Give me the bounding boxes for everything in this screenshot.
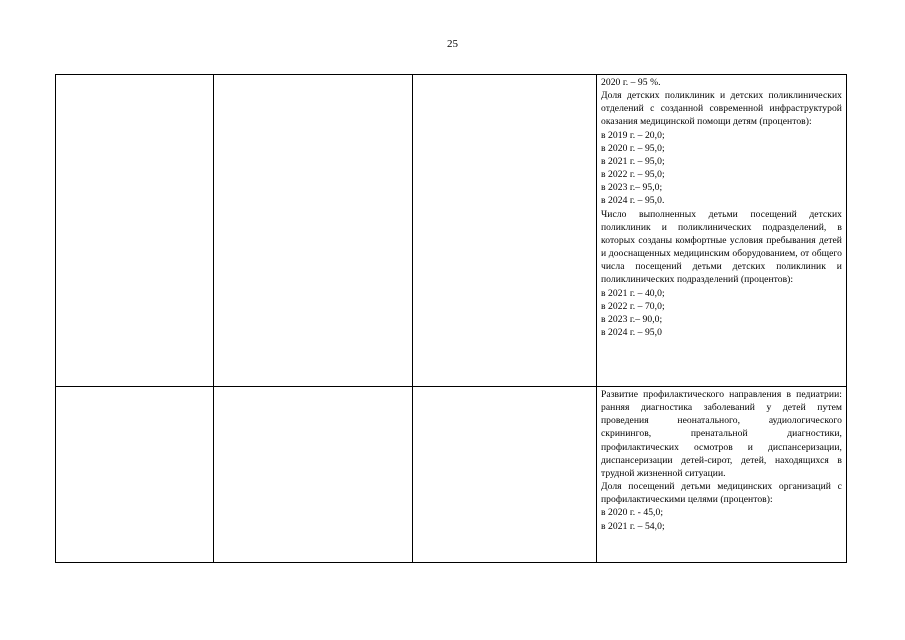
text-paragraph: Развитие профилактического направления в педиатрии: ранняя диагностика заболеваний у детей путем проведения неонатального, аудиологического скринингов, пренатальной диагностики, профилактических осмотров и диспансеризации, диспансеризации детей-сирот, детей, находящихся в трудной жизненной ситуации. <box>601 389 842 479</box>
table-row <box>56 387 847 563</box>
text-paragraph: в 2021 г. – 40,0; <box>601 287 665 299</box>
table-cell <box>214 387 413 563</box>
indicator-text-cell <box>597 75 847 387</box>
text-paragraph: в 2022 г. – 70,0; <box>601 300 665 312</box>
text-paragraph: в 2021 г. – 54,0; <box>601 520 665 532</box>
text-paragraph: 2020 г. – 95 %. <box>601 77 661 88</box>
text-paragraph: в 2019 г. – 20,0; <box>601 129 665 141</box>
text-paragraph: в 2022 г. – 95,0; <box>601 169 665 181</box>
text-paragraph: в 2023 г.– 90,0; <box>601 313 663 325</box>
table-row <box>56 75 847 387</box>
text-paragraph: в 2020 г. - 45,0; <box>601 507 664 519</box>
text-paragraph: Доля детских поликлиник и детских поликлинических отделений с созданной современной инфраструктурой оказания медицинской помощи детям (процентов): <box>601 90 842 128</box>
text-paragraph: Число выполненных детьми посещений детских поликлиник и поликлинических подразделений, в которых созданы комфортные условия пребывания детей и дооснащенных медицинским оборудованием, от общего числа посещений детьми детских поликлиник и поликлинических подразделений (процентов): <box>601 208 842 286</box>
indicators-table <box>55 74 847 563</box>
text-paragraph: в 2020 г. – 95,0; <box>601 142 665 154</box>
table-cell <box>56 387 214 563</box>
text-paragraph: в 2021 г. – 95,0; <box>601 155 665 167</box>
text-paragraph: в 2024 г. – 95,0. <box>601 195 665 207</box>
text-paragraph: в 2023 г.– 95,0; <box>601 182 663 194</box>
table-cell <box>413 387 597 563</box>
text-paragraph: в 2024 г. – 95,0 <box>601 326 662 338</box>
table-cell <box>413 75 597 387</box>
indicator-text-cell <box>597 387 847 563</box>
page-number: 25 <box>447 38 458 50</box>
text-paragraph: Доля посещений детьми медицинских организаций с профилактическими целями (процентов): <box>601 481 842 506</box>
table-cell <box>214 75 413 387</box>
table-cell <box>56 75 214 387</box>
